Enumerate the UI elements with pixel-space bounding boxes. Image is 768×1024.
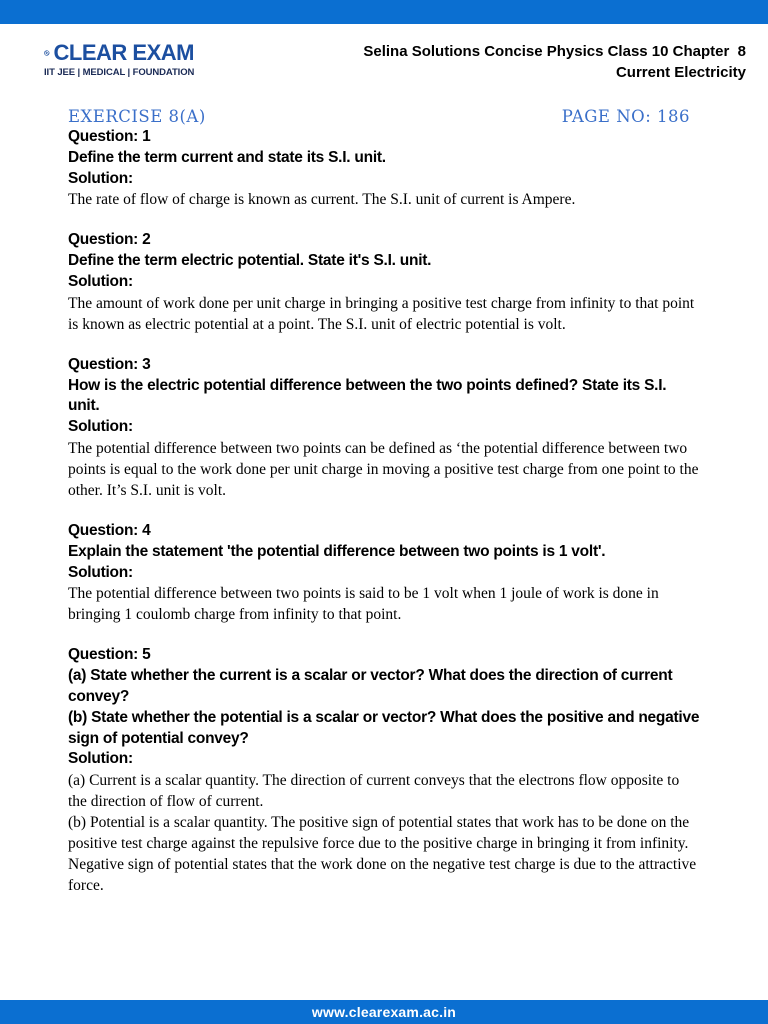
solution-label: Solution: — [68, 750, 133, 768]
solution-text: The amount of work done per unit charge in bringing a positive test charge from infinity to that point is known as electric potential at a point. The S.I. unit of electric potential is volt. — [68, 294, 695, 333]
question-number: Question: 3 — [68, 355, 151, 373]
question-number: Question: 1 — [68, 128, 151, 145]
question-block — [68, 521, 700, 625]
question-block — [68, 355, 700, 501]
brand-name: CLEAR EXAM — [53, 40, 194, 65]
solution-text: The rate of flow of charge is known as current. The S.I. unit of current is Ampere. — [68, 191, 576, 209]
top-banner-bar — [0, 0, 768, 24]
exercise-label: EXERCISE 8(A) — [68, 106, 206, 126]
brand-tagline: IIT JEE | MEDICAL | FOUNDATION — [44, 67, 195, 78]
solution-text: The potential difference between two points is said to be 1 volt when 1 joule of work is done in bringing 1 coulomb charge from infinity to that point. — [68, 585, 659, 624]
question-text: (b) State whether the potential is a scalar or vector? What does the positive and negative sign of potential convey? — [68, 708, 700, 747]
question-text: (a) State whether the current is a scalar or vector? What does the direction of current convey? — [68, 667, 673, 705]
exercise-heading-row — [68, 104, 690, 128]
question-text: How is the electric potential difference between the two points defined? State its S.I. unit. — [68, 376, 667, 415]
question-block — [68, 230, 700, 334]
brand-logo — [44, 40, 194, 84]
document-title — [363, 41, 746, 83]
question-block — [68, 645, 700, 896]
document-title-line2: Current Electricity — [615, 64, 746, 81]
question-number: Question: 4 — [68, 521, 151, 539]
solution-label: Solution: — [68, 418, 133, 436]
solution-text: (a) Current is a scalar quantity. The direction of current conveys that the electrons flow opposite to the direction of flow of current. — [68, 772, 680, 811]
atom-ring-icon — [44, 43, 50, 63]
question-number: Question: 5 — [68, 646, 151, 664]
page-number: PAGE NO: 186 — [561, 106, 690, 126]
footer-website-link[interactable]: www.clearexam.ac.in — [311, 1004, 457, 1020]
solution-label: Solution: — [68, 563, 133, 581]
question-answer-list — [68, 127, 700, 916]
document-title-line1: Selina Solutions Concise Physics Class 10 Chapter 8 — [363, 43, 746, 60]
question-text: Define the term current and state its S.I. unit. — [68, 148, 386, 166]
solution-label: Solution: — [68, 169, 133, 187]
question-number: Question: 2 — [68, 231, 151, 249]
solution-text: (b) Potential is a scalar quantity. The positive sign of potential states that work has to be done on the positive test charge against the repulsive force due to the positive charge in bringing it from infinity. Negative sign of potential states that the work done on the negative test charge is due to the attractive force. — [68, 814, 697, 895]
question-block — [68, 127, 700, 210]
footer-bar — [0, 1000, 768, 1024]
solution-text: The potential difference between two points can be defined as ‘the potential difference between two points is equal to the work done per unit charge in moving a positive test charge from one point to the other. It’s S.I. unit is volt. — [68, 439, 699, 499]
question-text: Explain the statement 'the potential difference between two points is 1 volt'. — [68, 542, 606, 560]
question-text: Define the term electric potential. State it's S.I. unit. — [68, 252, 432, 270]
solution-label: Solution: — [68, 272, 133, 290]
